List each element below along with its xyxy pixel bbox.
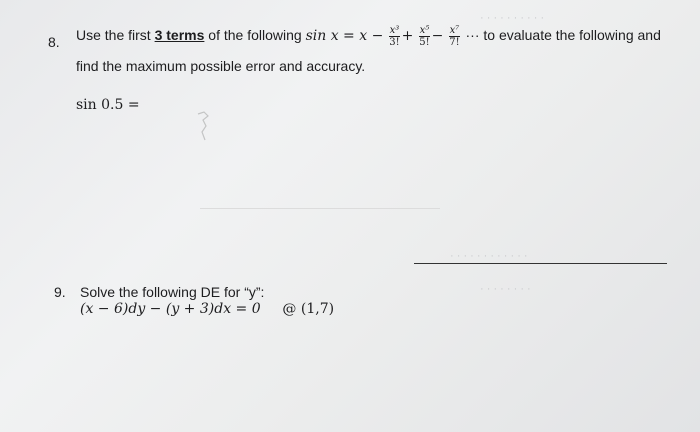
frac1-numerator: x³ xyxy=(389,25,400,36)
question-8-number: 8. xyxy=(48,34,60,50)
initial-condition: @ (1,7) xyxy=(282,301,335,317)
q8-series-lhs: sin x = x − xyxy=(305,28,384,45)
q8-op-plus: + xyxy=(401,28,414,45)
question-8-expression xyxy=(76,96,140,113)
frac2-denominator: 5! xyxy=(419,37,430,48)
q8-fraction-3 xyxy=(448,25,460,48)
de-equation: (x − 6)dy − (y + 3)dx = 0 xyxy=(80,301,261,317)
answer-line xyxy=(414,263,667,264)
frac2-numerator: x⁵ xyxy=(419,25,430,36)
q8-text-before: Use the first xyxy=(76,27,155,44)
pencil-smudge xyxy=(194,108,212,148)
q8-fraction-1 xyxy=(388,25,400,48)
q8-emphasis: 3 terms xyxy=(154,27,205,44)
bleed-through-text: · · · · · · · · xyxy=(480,283,531,295)
faint-rule xyxy=(200,208,440,209)
bleed-through-text: · · · · · · · · · · xyxy=(480,12,545,24)
question-8-line-1 xyxy=(76,25,661,48)
frac1-denominator: 3! xyxy=(389,37,400,48)
bleed-through-text: · · · · · · · · · · · · xyxy=(450,250,528,262)
question-9-equation-line xyxy=(80,300,334,317)
frac3-denominator: 7! xyxy=(449,37,460,48)
q8-fraction-2 xyxy=(418,25,430,48)
q8-text-mid: of the following xyxy=(204,27,306,44)
question-9-number: 9. xyxy=(54,284,66,300)
q8-text-after: ··· to evaluate the following and xyxy=(461,27,661,44)
frac3-numerator: x⁷ xyxy=(449,25,460,36)
q8-op-minus: − xyxy=(431,28,444,45)
question-8-line-2: find the maximum possible error and accuracy. xyxy=(76,58,366,74)
sin-expression: sin 0.5 = xyxy=(76,97,140,113)
question-9-text: Solve the following DE for “y”: xyxy=(80,284,265,300)
